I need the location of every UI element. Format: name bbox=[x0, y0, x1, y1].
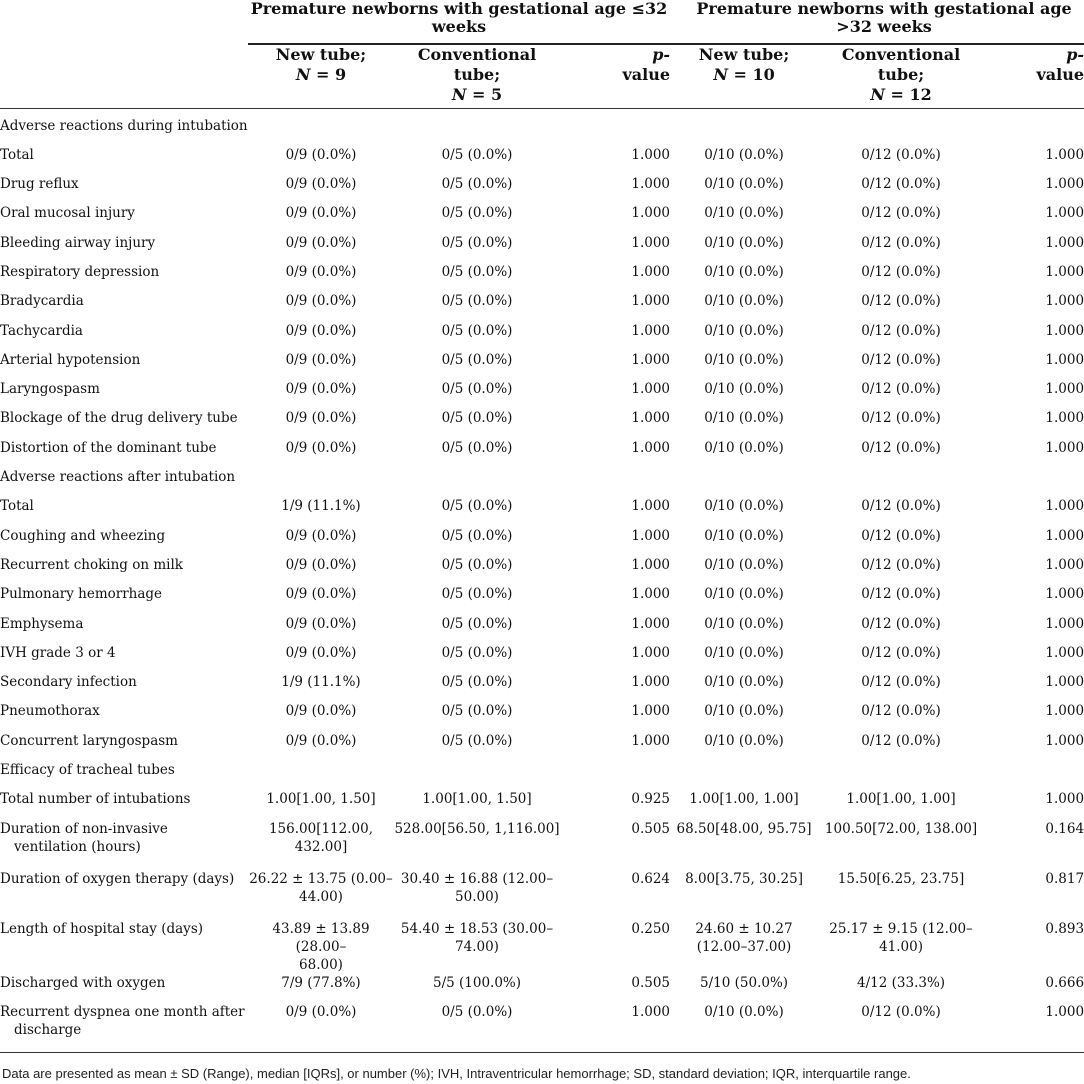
value-cell: 0/5 (0.0%) bbox=[441, 205, 513, 222]
value-cell: 0/12 (0.0%) bbox=[861, 615, 941, 632]
table-row bbox=[0, 439, 1084, 468]
table-row bbox=[0, 920, 1084, 974]
row-label: Total number of intubations bbox=[0, 791, 191, 808]
value-cell: 0/10 (0.0%) bbox=[704, 674, 784, 691]
table-body bbox=[0, 108, 1084, 1053]
value-cell: 0/9 (0.0%) bbox=[285, 146, 357, 163]
table-row bbox=[0, 974, 1084, 1003]
value-cell: 0/10 (0.0%) bbox=[704, 439, 784, 456]
value-cell: 0/5 (0.0%) bbox=[441, 322, 513, 339]
table-row bbox=[0, 585, 1084, 614]
value-cell: 0/5 (0.0%) bbox=[441, 556, 513, 573]
table-row bbox=[0, 644, 1084, 673]
value-cell: 0/5 (0.0%) bbox=[441, 644, 513, 661]
value-cell: 0/5 (0.0%) bbox=[441, 263, 513, 280]
pvalue-cell: 0.666 bbox=[1045, 974, 1084, 991]
value-cell: 0/5 (0.0%) bbox=[441, 527, 513, 544]
value-cell: 0/10 (0.0%) bbox=[704, 234, 784, 251]
value-cell: 0/9 (0.0%) bbox=[285, 322, 357, 339]
value-cell: 0/10 (0.0%) bbox=[704, 644, 784, 661]
table-row bbox=[0, 292, 1084, 321]
col-header-new-tube-gt32: New tube; N = 10 bbox=[670, 44, 818, 108]
value-cell: 0/9 (0.0%) bbox=[285, 439, 357, 456]
value-cell: 30.40 ± 16.88 (12.00–50.00) bbox=[400, 870, 554, 905]
table-row bbox=[0, 322, 1084, 351]
row-label: Length of hospital stay (days) bbox=[0, 920, 204, 937]
value-cell: 0/5 (0.0%) bbox=[441, 615, 513, 632]
value-cell: 0/5 (0.0%) bbox=[441, 176, 513, 193]
value-cell: 0/10 (0.0%) bbox=[704, 527, 784, 544]
value-cell: 0/10 (0.0%) bbox=[704, 205, 784, 222]
value-cell: 0/12 (0.0%) bbox=[861, 205, 941, 222]
table-footnote: Data are presented as mean ± SD (Range), median [IQRs], or number (%); IVH, Intraventricular hemorrhage; SD, standard deviation; IQR, interquartile range. bbox=[2, 1066, 911, 1081]
value-cell: 0/5 (0.0%) bbox=[394, 1003, 560, 1053]
pvalue-cell: 1.000 bbox=[1045, 439, 1084, 456]
value-cell: 0/12 (0.0%) bbox=[861, 146, 941, 163]
col-header-pvalue-le32: p- value bbox=[560, 44, 670, 108]
pvalue-cell: 1.000 bbox=[984, 1003, 1084, 1053]
value-cell: 0/12 (0.0%) bbox=[861, 498, 941, 515]
value-cell: 0/5 (0.0%) bbox=[441, 732, 513, 749]
value-cell: 8.00[3.75, 30.25] bbox=[685, 870, 803, 887]
value-cell: 0/10 (0.0%) bbox=[704, 146, 784, 163]
table-row bbox=[0, 790, 1084, 819]
pvalue-cell: 1.000 bbox=[631, 439, 671, 456]
value-cell: 0/12 (0.0%) bbox=[861, 644, 941, 661]
group-header-le32: Premature newborns with gestational age ≤32 weeks bbox=[248, 0, 670, 44]
row-label: Duration of non-invasive ventilation (hours) bbox=[0, 820, 168, 855]
table-row bbox=[0, 732, 1084, 761]
row-label: IVH grade 3 or 4 bbox=[0, 644, 116, 661]
value-cell: 0/12 (0.0%) bbox=[861, 527, 941, 544]
value-cell: 0/9 (0.0%) bbox=[285, 703, 357, 720]
pvalue-cell: 1.000 bbox=[1045, 703, 1084, 720]
pvalue-cell: 1.000 bbox=[1045, 644, 1084, 661]
value-cell: 0/10 (0.0%) bbox=[704, 615, 784, 632]
table-row bbox=[0, 380, 1084, 409]
pvalue-cell: 1.000 bbox=[1045, 205, 1084, 222]
row-label: Recurrent choking on milk bbox=[0, 556, 183, 573]
value-cell: 0/12 (0.0%) bbox=[861, 176, 941, 193]
value-cell: 43.89 ± 13.89 (28.00– 68.00) bbox=[272, 920, 370, 973]
pvalue-cell: 1.000 bbox=[631, 293, 671, 310]
pvalue-cell: 1.000 bbox=[1045, 732, 1084, 749]
table-row bbox=[0, 497, 1084, 526]
pvalue-cell: 1.000 bbox=[1045, 674, 1084, 691]
section-label: Adverse reactions after intubation bbox=[0, 469, 236, 486]
value-cell: 0/12 (0.0%) bbox=[861, 732, 941, 749]
value-cell: 0/12 (0.0%) bbox=[861, 381, 941, 398]
value-cell: 0/5 (0.0%) bbox=[441, 439, 513, 456]
row-label: Pneumothorax bbox=[0, 703, 100, 720]
value-cell: 0/9 (0.0%) bbox=[285, 234, 357, 251]
value-cell: 0/12 (0.0%) bbox=[861, 439, 941, 456]
col-header-pvalue-gt32: p- value bbox=[984, 44, 1084, 108]
pvalue-cell: 1.000 bbox=[1045, 586, 1084, 603]
pvalue-cell: 1.000 bbox=[1045, 293, 1084, 310]
value-cell: 0/10 (0.0%) bbox=[704, 703, 784, 720]
value-cell: 0/5 (0.0%) bbox=[441, 351, 513, 368]
pvalue-cell: 1.000 bbox=[1045, 263, 1084, 280]
pvalue-cell: 1.000 bbox=[631, 205, 671, 222]
value-cell: 0/10 (0.0%) bbox=[704, 410, 784, 427]
value-cell: 0/9 (0.0%) bbox=[285, 644, 357, 661]
value-cell: 0/12 (0.0%) bbox=[861, 293, 941, 310]
table-row bbox=[0, 1003, 1084, 1053]
value-cell: 5/5 (100.0%) bbox=[432, 974, 522, 991]
pvalue-cell: 1.000 bbox=[1045, 322, 1084, 339]
pvalue-cell: 1.000 bbox=[1045, 176, 1084, 193]
value-cell: 1.00[1.00, 1.50] bbox=[266, 791, 376, 808]
header-label-blank bbox=[0, 44, 248, 108]
row-label: Recurrent dyspnea one month after discharge bbox=[0, 1003, 248, 1053]
value-cell: 0/10 (0.0%) bbox=[704, 556, 784, 573]
table-row bbox=[0, 263, 1084, 292]
pvalue-cell: 1.000 bbox=[1045, 791, 1084, 808]
section-label: Adverse reactions during intubation bbox=[0, 117, 248, 134]
table-row bbox=[0, 409, 1084, 438]
col-header-new-tube-le32: New tube; N = 9 bbox=[248, 44, 394, 108]
table-row bbox=[0, 204, 1084, 233]
value-cell: 0/9 (0.0%) bbox=[285, 556, 357, 573]
row-label: Discharged with oxygen bbox=[0, 974, 166, 991]
table-row bbox=[0, 702, 1084, 731]
pvalue-cell: 1.000 bbox=[631, 176, 671, 193]
row-label: Concurrent laryngospasm bbox=[0, 732, 178, 749]
pvalue-cell: 1.000 bbox=[1045, 146, 1084, 163]
value-cell: 1.00[1.00, 1.50] bbox=[422, 791, 532, 808]
value-cell: 0/12 (0.0%) bbox=[818, 1003, 984, 1053]
value-cell: 5/10 (50.0%) bbox=[700, 974, 789, 991]
pvalue-cell: 1.000 bbox=[631, 498, 671, 515]
pvalue-cell: 1.000 bbox=[631, 381, 671, 398]
col-header-conventional-tube-le32: Conventional tube; N = 5 bbox=[394, 44, 560, 108]
pvalue-cell: 1.000 bbox=[1045, 527, 1084, 544]
row-label: Total bbox=[0, 146, 34, 163]
pvalue-cell: 1.000 bbox=[631, 674, 671, 691]
value-cell: 0/10 (0.0%) bbox=[704, 732, 784, 749]
row-label: Blockage of the drug delivery tube bbox=[0, 410, 238, 427]
pvalue-cell: 1.000 bbox=[631, 703, 671, 720]
row-label: Distortion of the dominant tube bbox=[0, 439, 217, 456]
value-cell: 0/5 (0.0%) bbox=[441, 674, 513, 691]
row-label: Bleeding airway injury bbox=[0, 234, 156, 251]
pvalue-cell: 1.000 bbox=[1045, 381, 1084, 398]
row-label: Tachycardia bbox=[0, 322, 83, 339]
value-cell: 4/12 (33.3%) bbox=[857, 974, 946, 991]
pvalue-cell: 0.925 bbox=[631, 791, 671, 808]
value-cell: 0/5 (0.0%) bbox=[441, 381, 513, 398]
pvalue-cell: 1.000 bbox=[631, 410, 671, 427]
col-header-conventional-tube-gt32: Conventional tube; N = 12 bbox=[818, 44, 984, 108]
pvalue-cell: 1.000 bbox=[631, 615, 671, 632]
value-cell: 0/9 (0.0%) bbox=[285, 732, 357, 749]
value-cell: 0/9 (0.0%) bbox=[248, 1003, 394, 1053]
value-cell: 0/12 (0.0%) bbox=[861, 586, 941, 603]
pvalue-cell: 1.000 bbox=[631, 556, 671, 573]
value-cell: 0/9 (0.0%) bbox=[285, 205, 357, 222]
pvalue-cell: 1.000 bbox=[631, 234, 671, 251]
table-row bbox=[0, 820, 1084, 870]
value-cell: 0/9 (0.0%) bbox=[285, 410, 357, 427]
header-blank bbox=[0, 0, 248, 44]
value-cell: 54.40 ± 18.53 (30.00–74.00) bbox=[400, 920, 554, 955]
value-cell: 1.00[1.00, 1.00] bbox=[846, 791, 956, 808]
row-label: Laryngospasm bbox=[0, 381, 100, 398]
pvalue-cell: 0.505 bbox=[631, 974, 671, 991]
row-label: Emphysema bbox=[0, 615, 84, 632]
value-cell: 0/10 (0.0%) bbox=[704, 586, 784, 603]
value-cell: 68.50[48.00, 95.75] bbox=[676, 820, 812, 837]
value-cell: 0/10 (0.0%) bbox=[704, 176, 784, 193]
value-cell: 1.00[1.00, 1.00] bbox=[689, 791, 799, 808]
row-label: Pulmonary hemorrhage bbox=[0, 586, 163, 603]
pvalue-cell: 1.000 bbox=[631, 732, 671, 749]
value-cell: 0/10 (0.0%) bbox=[704, 322, 784, 339]
value-cell: 0/9 (0.0%) bbox=[285, 527, 357, 544]
value-cell: 0/5 (0.0%) bbox=[441, 498, 513, 515]
row-label: Drug reflux bbox=[0, 176, 79, 193]
pvalue-cell: 1.000 bbox=[1045, 410, 1084, 427]
value-cell: 528.00[56.50, 1,116.00] bbox=[394, 820, 560, 837]
pvalue-cell: 0.817 bbox=[1045, 870, 1084, 887]
pvalue-cell: 1.000 bbox=[1045, 351, 1084, 368]
pvalue-cell: 0.624 bbox=[631, 870, 671, 887]
table-row bbox=[0, 234, 1084, 263]
value-cell: 0/12 (0.0%) bbox=[861, 351, 941, 368]
value-cell: 0/12 (0.0%) bbox=[861, 234, 941, 251]
section-row bbox=[0, 761, 1084, 790]
value-cell: 0/9 (0.0%) bbox=[285, 176, 357, 193]
value-cell: 0/12 (0.0%) bbox=[861, 322, 941, 339]
pvalue-cell: 1.000 bbox=[631, 146, 671, 163]
value-cell: 0/12 (0.0%) bbox=[861, 556, 941, 573]
pvalue-cell: 0.893 bbox=[1045, 920, 1084, 937]
pvalue-cell: 1.000 bbox=[631, 586, 671, 603]
value-cell: 0/10 (0.0%) bbox=[704, 498, 784, 515]
group-header-gt32: Premature newborns with gestational age >32 weeks bbox=[670, 0, 1084, 44]
value-cell: 7/9 (77.8%) bbox=[281, 974, 361, 991]
value-cell: 26.22 ± 13.75 (0.00– 44.00) bbox=[249, 870, 393, 905]
pvalue-cell: 0.505 bbox=[631, 820, 671, 837]
row-label: Coughing and wheezing bbox=[0, 527, 166, 544]
pvalue-cell: 1.000 bbox=[1045, 234, 1084, 251]
row-label: Oral mucosal injury bbox=[0, 205, 135, 222]
table-row bbox=[0, 527, 1084, 556]
table-row bbox=[0, 556, 1084, 585]
value-cell: 0/12 (0.0%) bbox=[861, 410, 941, 427]
value-cell: 0/9 (0.0%) bbox=[285, 381, 357, 398]
section-row bbox=[0, 468, 1084, 497]
row-label: Duration of oxygen therapy (days) bbox=[0, 870, 235, 887]
table-row bbox=[0, 351, 1084, 380]
value-cell: 156.00[112.00, 432.00] bbox=[268, 820, 374, 855]
row-label: Bradycardia bbox=[0, 293, 84, 310]
pvalue-cell: 1.000 bbox=[631, 351, 671, 368]
value-cell: 0/5 (0.0%) bbox=[441, 410, 513, 427]
value-cell: 100.50[72.00, 138.00] bbox=[824, 820, 978, 837]
pvalue-cell: 0.250 bbox=[631, 920, 671, 937]
value-cell: 0/12 (0.0%) bbox=[861, 674, 941, 691]
pvalue-cell: 1.000 bbox=[1045, 498, 1084, 515]
value-cell: 0/9 (0.0%) bbox=[285, 586, 357, 603]
value-cell: 0/10 (0.0%) bbox=[704, 263, 784, 280]
value-cell: 0/5 (0.0%) bbox=[441, 234, 513, 251]
value-cell: 25.17 ± 9.15 (12.00– 41.00) bbox=[829, 920, 973, 955]
row-label: Total bbox=[0, 498, 34, 515]
value-cell: 0/5 (0.0%) bbox=[441, 703, 513, 720]
value-cell: 1/9 (11.1%) bbox=[281, 498, 361, 515]
value-cell: 1/9 (11.1%) bbox=[281, 674, 361, 691]
value-cell: 24.60 ± 10.27 (12.00–37.00) bbox=[695, 920, 793, 955]
table-row bbox=[0, 175, 1084, 204]
value-cell: 15.50[6.25, 23.75] bbox=[837, 870, 965, 887]
value-cell: 0/10 (0.0%) bbox=[670, 1003, 818, 1053]
section-row bbox=[0, 117, 1084, 146]
value-cell: 0/10 (0.0%) bbox=[704, 381, 784, 398]
value-cell: 0/10 (0.0%) bbox=[704, 351, 784, 368]
value-cell: 0/9 (0.0%) bbox=[285, 263, 357, 280]
pvalue-cell: 1.000 bbox=[1045, 556, 1084, 573]
value-cell: 0/9 (0.0%) bbox=[285, 351, 357, 368]
table-row bbox=[0, 673, 1084, 702]
value-cell: 0/5 (0.0%) bbox=[441, 586, 513, 603]
row-label: Secondary infection bbox=[0, 674, 137, 691]
table-row bbox=[0, 615, 1084, 644]
value-cell: 0/9 (0.0%) bbox=[285, 293, 357, 310]
table-row bbox=[0, 146, 1084, 175]
value-cell: 0/12 (0.0%) bbox=[861, 703, 941, 720]
pvalue-cell: 1.000 bbox=[631, 322, 671, 339]
pvalue-cell: 1.000 bbox=[631, 263, 671, 280]
table-row bbox=[0, 870, 1084, 920]
row-label: Arterial hypotension bbox=[0, 351, 141, 368]
value-cell: 0/5 (0.0%) bbox=[441, 293, 513, 310]
value-cell: 0/5 (0.0%) bbox=[441, 146, 513, 163]
pvalue-cell: 1.000 bbox=[631, 644, 671, 661]
section-label: Efficacy of tracheal tubes bbox=[0, 762, 175, 779]
value-cell: 0/9 (0.0%) bbox=[285, 615, 357, 632]
pvalue-cell: 1.000 bbox=[560, 1003, 670, 1053]
row-label: Respiratory depression bbox=[0, 263, 160, 280]
pvalue-cell: 1.000 bbox=[631, 527, 671, 544]
pvalue-cell: 0.164 bbox=[1045, 820, 1084, 837]
value-cell: 0/10 (0.0%) bbox=[704, 293, 784, 310]
pvalue-cell: 1.000 bbox=[1045, 615, 1084, 632]
value-cell: 0/12 (0.0%) bbox=[861, 263, 941, 280]
